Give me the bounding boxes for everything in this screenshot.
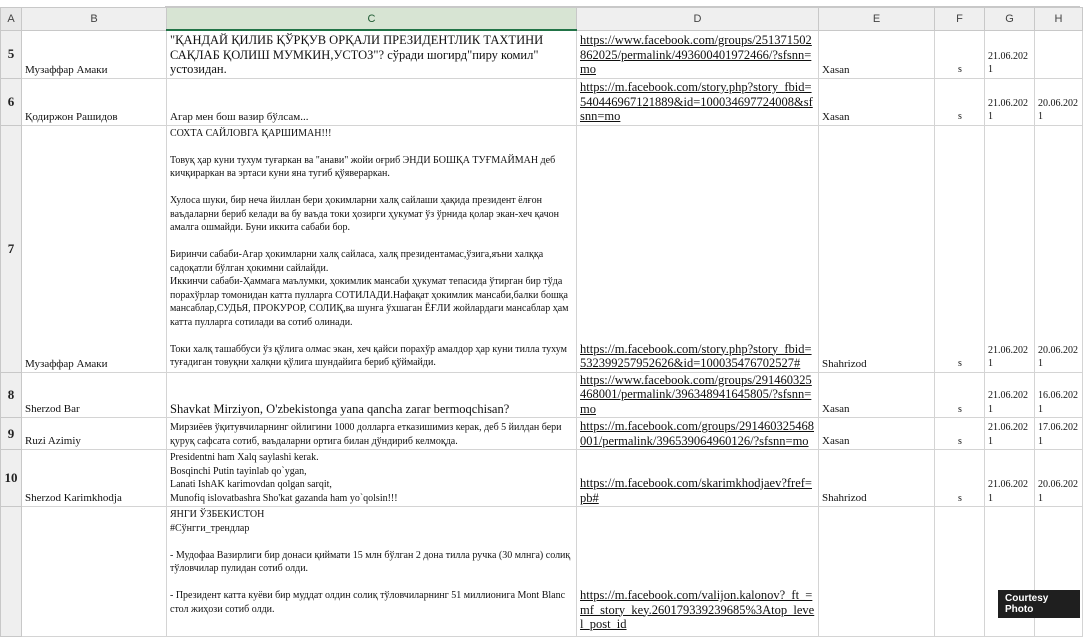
author-cell[interactable]: Sherzod Karimkhodja [22,450,167,507]
column-header-f[interactable]: F [935,8,985,31]
status-cell[interactable]: s [935,78,985,125]
date-checked-cell[interactable]: 21.06.2021 [985,450,1035,507]
author-cell[interactable]: Музаффар Амаки [22,30,167,78]
date-checked-cell[interactable]: 21.06.2021 [985,78,1035,125]
date-posted-cell[interactable]: 20.06.2021 [1035,450,1083,507]
post-text-cell[interactable]: Агар мен бош вазир бўлсам... [167,78,577,125]
author-cell[interactable] [22,507,167,637]
column-header-row [1,8,1083,31]
column-header-g[interactable]: G [985,8,1035,31]
author-cell[interactable]: Ruzi Azimiy [22,418,167,450]
post-text-cell[interactable]: Presidentni ham Xalq saylashi kerak. Bosqinchi Putin tayinlab qo`ygan, Lanati IshAK karimovdan qolgan sarqit, Munofiq islovatbashra Sho'kat gazanda ham yo`qolsin!!! [167,450,577,507]
row-header[interactable]: 6 [1,78,22,125]
column-header-c[interactable]: C [167,8,577,31]
column-header-b[interactable]: B [22,8,167,31]
reviewer-cell[interactable] [819,507,935,637]
status-cell[interactable]: s [935,30,985,78]
link-cell[interactable]: https://m.facebook.com/story.php?story_fbid=532399257952626&id=100035476702527# [577,125,819,372]
table-row [1,507,1083,637]
post-text-cell[interactable]: ЯНГИ ЎЗБЕКИСТОН #Сўнгги_трендлар - Мудофаа Вазирлиги бир донаси қиймати 15 млн бўлган 2 дона тилла ручка (30 млнга) солиқ тўловчилар пулидан сотиб олди. - Президент катта куёви бир муддат олдин солиқ тўловчиларнинг 51 миллионига Mont Blanc стол жиҳози сотиб олди. [167,507,577,637]
date-checked-cell[interactable]: 21.06.2021 [985,30,1035,78]
reviewer-cell[interactable]: Хasan [819,418,935,450]
date-posted-cell[interactable]: 16.06.2021 [1035,372,1083,418]
table-row [1,30,1083,78]
date-posted-cell[interactable]: 20.06.2021 [1035,78,1083,125]
date-posted-cell[interactable]: 20.06.2021 [1035,125,1083,372]
row-header[interactable]: 8 [1,372,22,418]
post-text-cell[interactable]: Мирзиёев ўқитувчиларнинг ойлигини 1000 долларга етказишимиз керак, деб 5 йилдан бери қуруқ сафсата сотиб, ваъдаларни ортига билан дўндириб келмоқда. [167,418,577,450]
table-row [1,78,1083,125]
post-text-cell[interactable]: Shavkat Mirziyon, O'zbekistonga yana qancha zarar bermoqchisan? [167,372,577,418]
reviewer-cell[interactable]: Хasan [819,372,935,418]
row-header[interactable]: 5 [1,30,22,78]
date-checked-cell[interactable]: 21.06.2021 [985,125,1035,372]
row-header[interactable]: 7 [1,125,22,372]
column-header-d[interactable]: D [577,8,819,31]
row-header[interactable]: 10 [1,450,22,507]
table-row [1,125,1083,372]
formula-bar-area [0,0,1080,7]
link-cell[interactable]: https://www.facebook.com/groups/291460325468001/permalink/396348941645805/?sfsnn=mo [577,372,819,418]
reviewer-cell[interactable]: Хasan [819,78,935,125]
date-checked-cell[interactable]: 21.06.2021 [985,372,1035,418]
link-cell[interactable]: https://www.facebook.com/groups/251371502862025/permalink/4936004019724​66/?sfsnn=mo [577,30,819,78]
author-cell[interactable]: Sherzod Bar [22,372,167,418]
reviewer-cell[interactable]: Shahrizod [819,450,935,507]
reviewer-cell[interactable]: Хasan [819,30,935,78]
link-cell[interactable]: https://m.facebook.com/valijon.kalonov?_ft_=mf_story_key.2601793392396​85%3Atop_level_post_id [577,507,819,637]
row-header[interactable]: 9 [1,418,22,450]
author-cell[interactable]: Қодиржон Рашидов [22,78,167,125]
status-cell[interactable]: s [935,125,985,372]
photo-credit: Courtesy Photo [998,590,1080,618]
link-cell[interactable]: https://m.facebook.com/groups/291460325468001/permalink/396539064960126/?sfsnn=mo [577,418,819,450]
post-text-cell[interactable]: "ҚАНДАЙ ҚИЛИБ ҚЎРҚУВ ОРҚАЛИ ПРЕЗИДЕНТЛИК ТАХТИНИ САҚЛАБ ҚОЛИШ МУМКИН,УСТОЗ"? сўради шогирд"пиру комил" устозидан. [167,30,577,78]
date-posted-cell[interactable] [1035,30,1083,78]
status-cell[interactable]: s [935,372,985,418]
date-checked-cell[interactable]: 21.06.2021 [985,418,1035,450]
column-header-e[interactable]: E [819,8,935,31]
author-cell[interactable]: Музаффар Амаки [22,125,167,372]
table-row [1,372,1083,418]
link-cell[interactable]: https://m.facebook.com/story.php?story_fbid=540446967121889&id=100034697724008&sfsnn=mo [577,78,819,125]
status-cell[interactable]: s [935,450,985,507]
status-cell[interactable]: s [935,418,985,450]
post-text-cell[interactable]: СОХТА САЙЛОВГА ҚАРШИМАН!!! Товуқ ҳар куни тухум туғаркан ва "анави" жойи оғриб ЭНДИ БОШҚА ТУҒМАЙМАН деб кичқираркан ва эртаси куни яна тугиб қўявераркан. Хулоса шуки, бир неча йиллан бери ҳокимларни халқ сайлаши ҳақида президент ёлғон ваъдаларни бериб келади ва бу ваъда токи ҳозирги ҳукумат ўз ўрнида қолар экан-хеч қачон амалга ошмайди. Буни иккита сабаби бор. Биринчи сабаби-Агар ҳокимларни халқ сайласа, халқ президентамас,ўзига,яъни халққа садоқатли бўлган ҳокимни сайлайди. Иккинчи сабаби-Ҳаммага маълумки, ҳокимлик мансаби ҳукумат тепасида ўтирган бир тўда порахўрлар томонидан катта пулларга СОТИЛАДИ.Нафақат ҳокимлик мансаби,балки бошқа мансаблар,СУДЬЯ, ПРОКУРОР, СОЛИҚ,ва шунга ўхшаган ЁҒЛИ жойлардаги мансаблар ҳам катта пулларга сотилади ва сотиб олинади. Токи халқ ташаббуси ўз қўлига олмас экан, хеч қайси порахўр амалдор ҳар куни тилла тухум туғадиган товуқни халқни қўлига шундайига бериб қўймайди. [167,125,577,372]
formula-bar[interactable] [165,0,1080,7]
status-cell[interactable] [935,507,985,637]
reviewer-cell[interactable]: Shahrizod [819,125,935,372]
sheet-grid [0,7,1083,637]
row-header[interactable] [1,507,22,637]
link-cell[interactable]: https://m.facebook.com/skarimkhodjaev?fref=pb# [577,450,819,507]
date-posted-cell[interactable]: 17.06.2021 [1035,418,1083,450]
column-header-a[interactable]: A [1,8,22,31]
column-header-h[interactable]: H [1035,8,1083,31]
table-row [1,450,1083,507]
table-row [1,418,1083,450]
spreadsheet [0,7,1080,631]
